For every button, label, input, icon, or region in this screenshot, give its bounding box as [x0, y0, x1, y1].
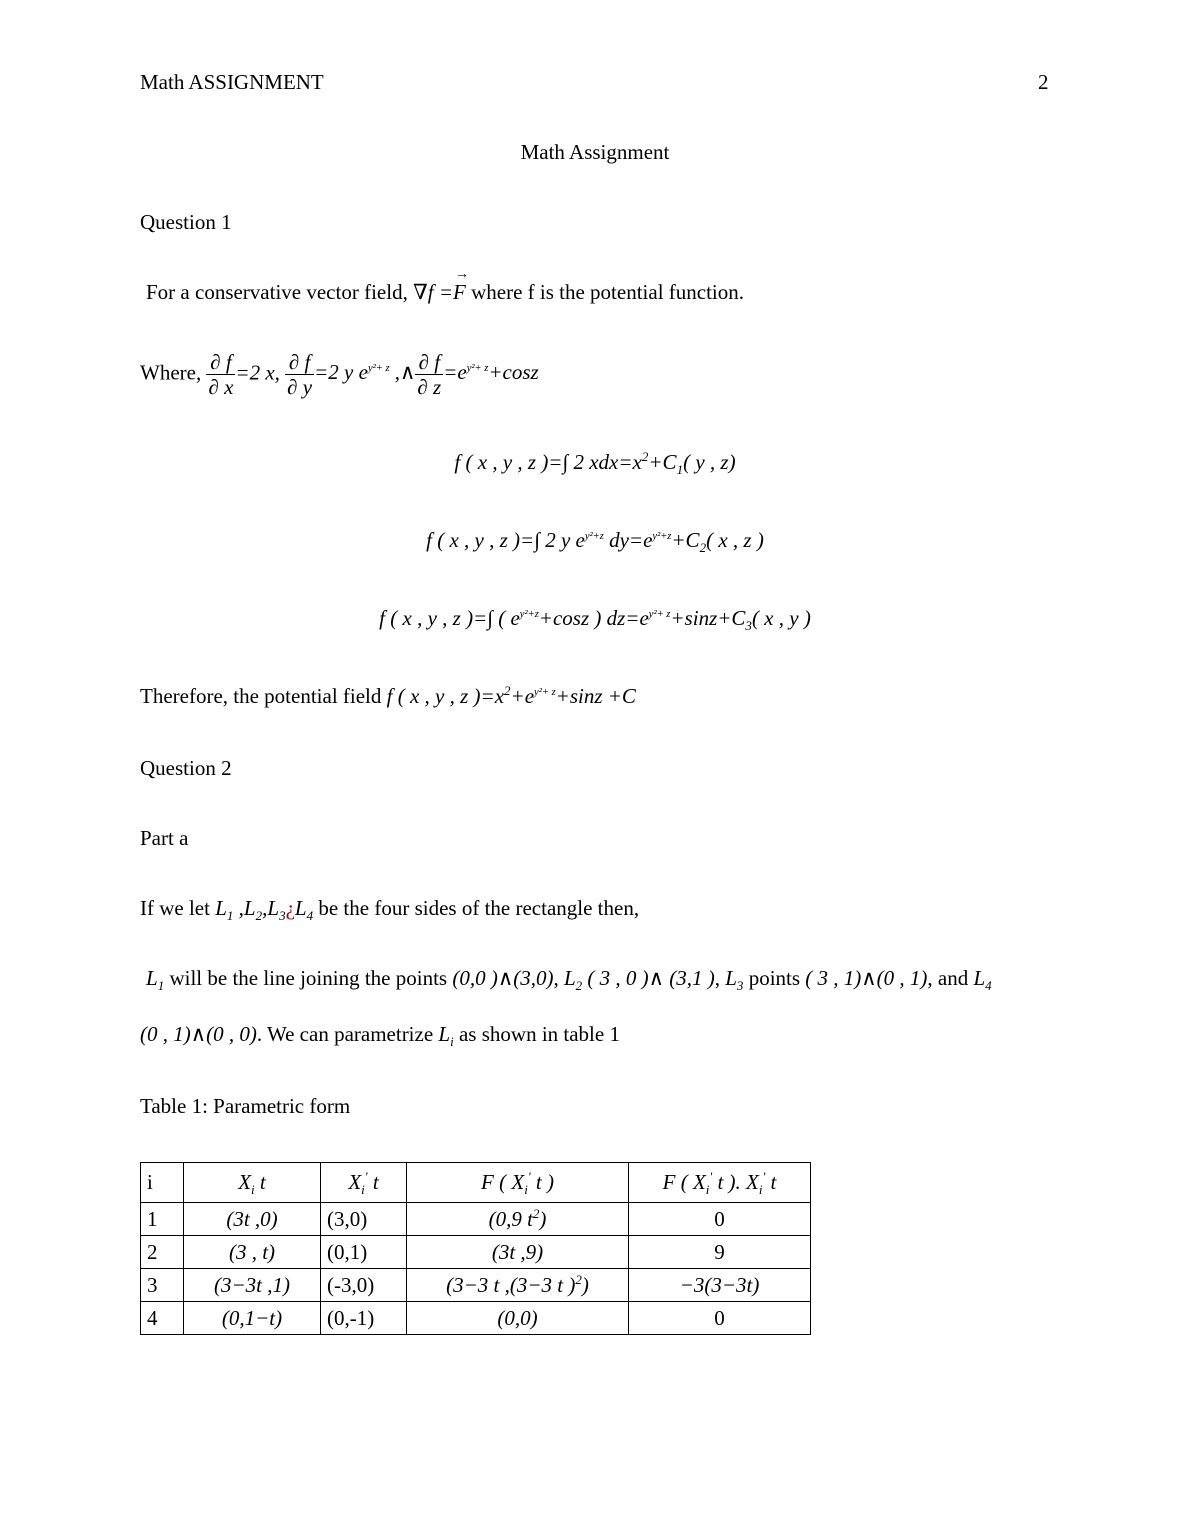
- potential-field-line: [140, 684, 636, 709]
- table-caption: Table 1: Parametric form: [140, 1094, 351, 1118]
- cell-f: (3−3 t ,(3−3 t )$^2$): [407, 1269, 629, 1302]
- cell-dot: 0: [629, 1203, 811, 1236]
- l3-text: points: [748, 966, 801, 990]
- sides-definition-line: [140, 896, 640, 924]
- table-row: [141, 1203, 811, 1236]
- param-text: . We can parametrize: [256, 1022, 434, 1046]
- partial-derivatives-line: Where, $\frac{\partial f}{\partial x}$ =2 x, $\frac{\partial f}{\partial y}$ =2 y $e^{y^2+ z}$ ,∧ $\frac{\partial f}{\partial z}$ $=e^{y^2+ z}+\cos z$: [140, 350, 539, 399]
- gradient-equation: ∇f =→ F: [413, 280, 466, 304]
- page-number: 2: [1038, 70, 1049, 94]
- running-header: Math ASSIGNMENT: [140, 70, 324, 94]
- cell-f: (3t ,9): [407, 1236, 629, 1269]
- q1-intro-paragraph: [146, 280, 744, 305]
- potential-field-equation: f ( x , y , z )$=x^2+e^{y^2+ z}+\sin z +C$: [386, 683, 636, 708]
- df-dz-fraction: $\frac{\partial f}{\partial z}$: [417, 350, 442, 399]
- cell-xi-prime: (3,0): [321, 1203, 407, 1236]
- table-header-row: [141, 1163, 811, 1203]
- l1-text: will be the line joining the points: [169, 966, 448, 990]
- q1-intro-pre: For a conservative vector field,: [146, 280, 408, 304]
- integral-equation-1: f ( x , y , z )=∫ 2 $xdx=x^2+C_1$( y , z): [454, 449, 736, 478]
- where-label: Where,: [140, 360, 202, 385]
- sides-list: $L_1$ $,L_2,L_3¿L_4$: [215, 896, 314, 924]
- cell-i: 3: [141, 1269, 184, 1302]
- cell-xi-prime: (-3,0): [321, 1269, 407, 1302]
- param-post-text: as shown in table 1: [458, 1022, 620, 1046]
- header-i: i: [141, 1163, 184, 1203]
- let-pre-text: If we let: [140, 896, 210, 920]
- header-f-dot-xi: F ( $X_i'$ t ). $X_i'$ t: [629, 1163, 811, 1203]
- question-2-heading: Question 2: [140, 756, 232, 780]
- cell-xi: (3−3t ,1): [184, 1269, 321, 1302]
- table-row: [141, 1269, 811, 1302]
- cell-f: (0,9 $t^2$): [407, 1203, 629, 1236]
- table-row: [141, 1236, 811, 1269]
- cell-i: 2: [141, 1236, 184, 1269]
- line-segments-paragraph: $L_1$ will be the line joining the points (0,0 )∧(3,0), $L_2$ ( 3 , 0 )∧ (3,1 ), $L_3$ points ( 3 , 1)∧(0 , 1), and $L_4$: [146, 966, 992, 994]
- cell-xi-prime: (0,1): [321, 1236, 407, 1269]
- q1-intro-post: where f is the potential function.: [471, 280, 745, 304]
- parametrize-line: (0 , 1)∧(0 , 0). We can parametrize $L_i$ as shown in table 1: [140, 1022, 620, 1050]
- cell-xi: (3 , t): [184, 1236, 321, 1269]
- header-f-xi: F ( $X_i'$ t ): [407, 1163, 629, 1203]
- integral-equation-2: f ( x , y , z )=∫ 2 y $e^{y^2+z}$ $dy=e^{y^2+z}+C_2$( x , z ): [426, 528, 764, 556]
- df-dx-fraction: $\frac{\partial f}{\partial x}$: [208, 350, 234, 399]
- cell-xi-prime: (0,-1): [321, 1302, 407, 1335]
- df-dy-fraction: $\frac{\partial f}{\partial y}$: [287, 350, 313, 399]
- cell-dot: 0: [629, 1302, 811, 1335]
- question-1-heading: Question 1: [140, 210, 232, 234]
- header-xi-prime: $X_i'$ t: [321, 1163, 407, 1203]
- document-title: Math Assignment: [520, 140, 670, 164]
- part-a-heading: Part a: [140, 826, 189, 850]
- final-label: Therefore, the potential field: [140, 684, 382, 708]
- table-row: [141, 1302, 811, 1335]
- let-post-text: be the four sides of the rectangle then,: [318, 896, 640, 920]
- and-text: , and: [927, 966, 969, 990]
- cell-dot: −3(3−3t): [629, 1269, 811, 1302]
- cell-i: 1: [141, 1203, 184, 1236]
- cell-f: (0,0): [407, 1302, 629, 1335]
- cell-xi: (3t ,0): [184, 1203, 321, 1236]
- parametric-table: [140, 1162, 811, 1335]
- header-xi: $X_i$ t: [184, 1163, 321, 1203]
- cell-i: 4: [141, 1302, 184, 1335]
- cell-xi: (0,1−t): [184, 1302, 321, 1335]
- cell-dot: 9: [629, 1236, 811, 1269]
- integral-equation-3: f ( x , y , z )=∫ ( $e^{y^2+z}+\cos z$ ) $dz=e^{y^2+ z}+\sin z+C_3$( x , y ): [379, 606, 811, 634]
